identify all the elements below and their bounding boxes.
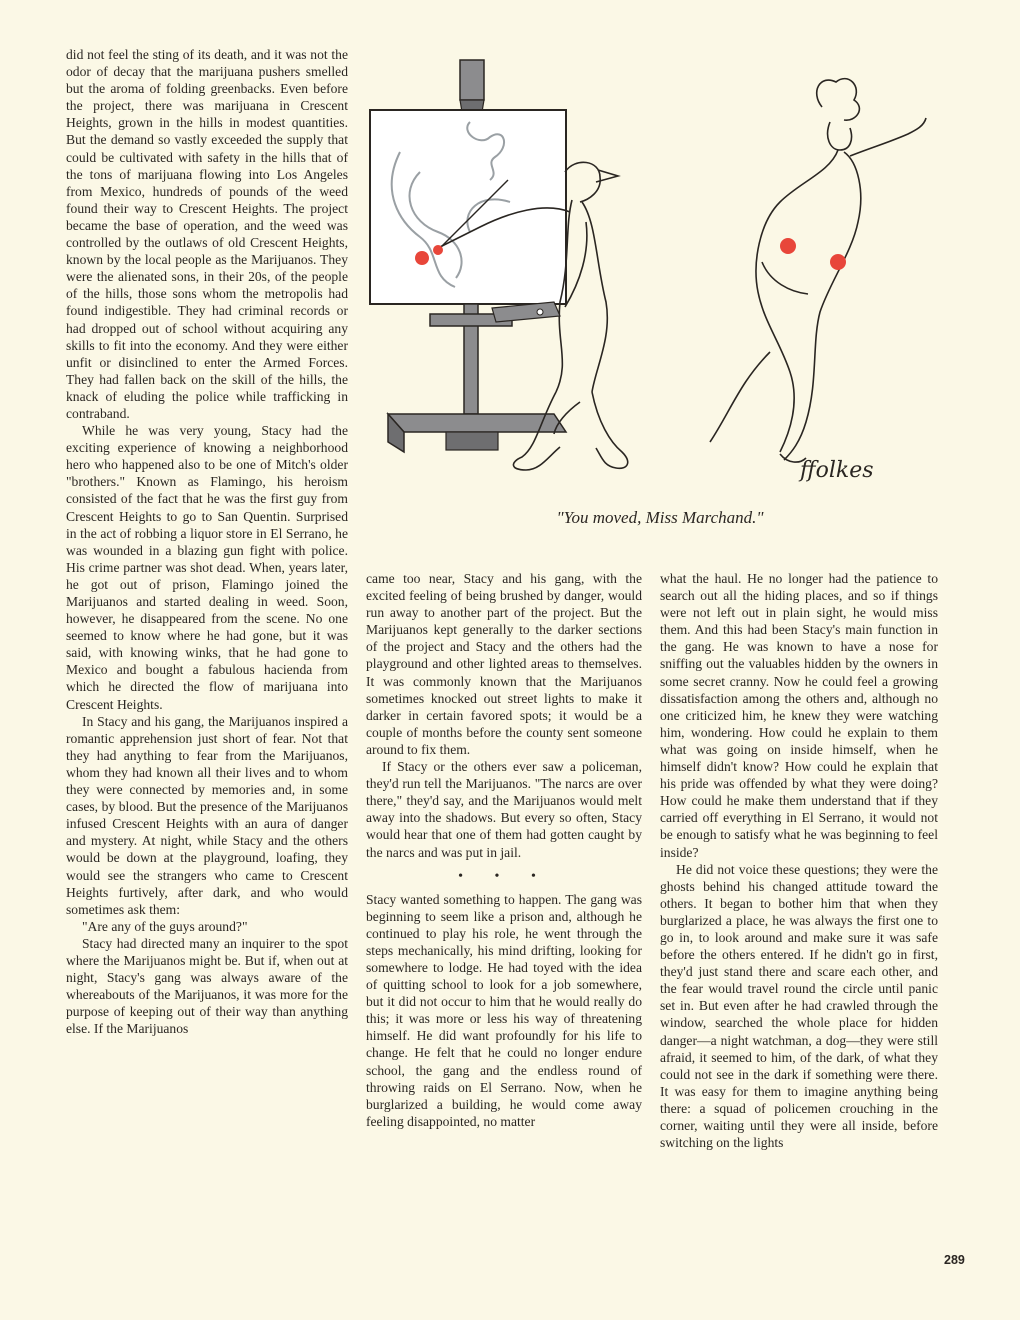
article-column-3: [660, 570, 938, 1151]
cartoon-illustration: [360, 52, 960, 502]
paragraph-quote: "Are any of the guys around?": [82, 918, 248, 934]
section-separator: • • •: [458, 868, 550, 884]
paragraph: what the haul. He no longer had the patience to search out all the hiding places, and so if things were not left out in plain sight, he would miss them. And this had been Stacy's main function in the gang. He was known to have a nose for sniffing out the valuables hidden by the owners in some secret cranny. Now he could feel a growing dissatisfaction among the others and, although no one criticized him, he knew they were watching him, wondering. How could he explain to them what was going on inside himself, when he himself didn't know? How could he explain that his pride was offended by what they were doing? How could he make them understand that if they carried off everything in El Serrano, it would not be enough to satisfy what he was beginning to feel inside?: [660, 571, 938, 860]
paragraph: He did not voice these questions; they were the ghosts behind his changed attitude toward the others. It began to bother him that when they burglarized a place, he was always the first one to go in, to look around and make sure it was safe before the others entered. If he didn't go in first, they'd just stand there and scare each other, and the fear would travel round the circle until panic set in. But even after he had crawled through the window, searched the whole place for hidden danger—a night watchman, a dog—they were still afraid, it seemed to him, of the dark, of what they could not see in the dark if something were there. It was easy for them to imagine anything being there: a squad of policemen crouching in the corner, waiting until they were all inside, before switching on the lights: [660, 861, 938, 1151]
cartoon-caption: "You moved, Miss Marchand.": [556, 508, 764, 527]
paragraph: came too near, Stacy and his gang, with the excited feeling of being brushed by danger, would run away to another part of the project. But the Marijuanos kept generally to the darker sections of the project and Stacy and the others had the playground and other lighted areas to themselves. It was commonly known that the Marijuanos sometimes knocked out street lights to make it darker in certain favored spots; it would be a couple of months before the county sent someone around to fix them.: [366, 571, 642, 757]
article-column-1: [66, 46, 348, 1037]
canvas-red-dot: [415, 251, 429, 265]
model-red-dot-left: [780, 238, 796, 254]
page-number: 289: [944, 1253, 965, 1267]
easel: [370, 60, 566, 452]
paragraph: While he was very young, Stacy had the exciting experience of knowing a neighborhood hero who happened also to be one of Mitch's older "brothers." Known as Flamingo, his heroism consisted of the fact that he was the first guy from Crescent Heights to go to San Quentin. Surprised in the act of robbing a liquor store in El Serrano, he was wounded in a blazing gun fight with police. His crime partner was shot dead. When, years later, he got out of prison, Flamingo joined the Marijuanos and started dealing in weed. Soon, however, he disappeared from the scene. No one seemed to know where he had gone, but it was said, with knowing winks, that he had gone to Mexico and bought a fabulous hacienda from which he directed the flow of marijuana into Crescent Heights.: [66, 423, 348, 712]
paragraph: Stacy had directed many an inquirer to the spot where the Marijuanos might be. But if, when out at night, Stacy's gang was always aware of the whereabouts of the Marijuanos, it was more for the purpose of keeping out of their way than anything else. If the Marijuanos: [66, 935, 348, 1037]
paragraph: Stacy wanted something to happen. The gang was beginning to seem like a prison and, although he continued to play his role, he went through the steps mechanically, his mind drifting, looking for somewhere to lodge. He had toyed with the idea of quitting school to look for a job somewhere, but it did not occur to him that he would really do this; it was more or less his way of threatening himself. He did want profoundly for his life to change. He felt that he could no longer endure school, the gang and the endless round of throwing raids on El Serrano. Now, when he burglarized a building, he would come away feeling disappointed, no matter: [366, 891, 642, 1129]
artist-signature: ffolkes: [800, 458, 874, 483]
brush-tip-red: [433, 245, 443, 255]
article-column-2: [366, 570, 642, 1130]
paragraph: If Stacy or the others ever saw a policeman, they'd run tell the Marijuanos. "The narcs are over there," they'd say, and the Marijuanos would melt away into the shadows. But every so often, Stacy would hear that one of them had gotten caught by the narcs and was put in jail.: [366, 759, 642, 860]
paragraph: In Stacy and his gang, the Marijuanos inspired a romantic apprehension just short of fear. Not that they had anything to fear from the Marijuanos, whom they had known all their lives and to whom they were connected by memories and, in some cases, by blood. But the presence of the Marijuanos infused Crescent Heights with an aura of danger and mystery. At night, while Stacy and the others would be down at the playground, loafing, they would see the strangers who came to Crescent Heights furtively, after dark, and who would sometimes ask them:: [66, 713, 348, 917]
model-red-dot-right: [830, 254, 846, 270]
model-figure: [710, 79, 926, 462]
paragraph: did not feel the sting of its death, and it was not the odor of decay that the marijuana pushers smelled but the aroma of folding greenbacks. Even before the project, there was marijuana in Crescent Heights, grown in the hills in modest quantities. But the demand so vastly exceeded the supply that could be cultivated with safety in the hills that of the tons of marijuana flowing into Los Angeles from Mexico, hundreds of pounds of the weed found their way to Crescent Heights. The project became the base of operation, and the weed was controlled by the outlaws of old Crescent Heights, known by the local people as the Marijuanos. They were the alienated sons, in their 20s, of the people of the hills, those sons whom the metropolis had found indigestible. They had criminal records or had dropped out of school without acquiring any skills to fit into the economy. And they were either unfit or disinclined to enter the Armed Forces. They had fallen back on the skill of the hills, the knack of eluding the police while trafficking in contraband.: [66, 47, 348, 421]
